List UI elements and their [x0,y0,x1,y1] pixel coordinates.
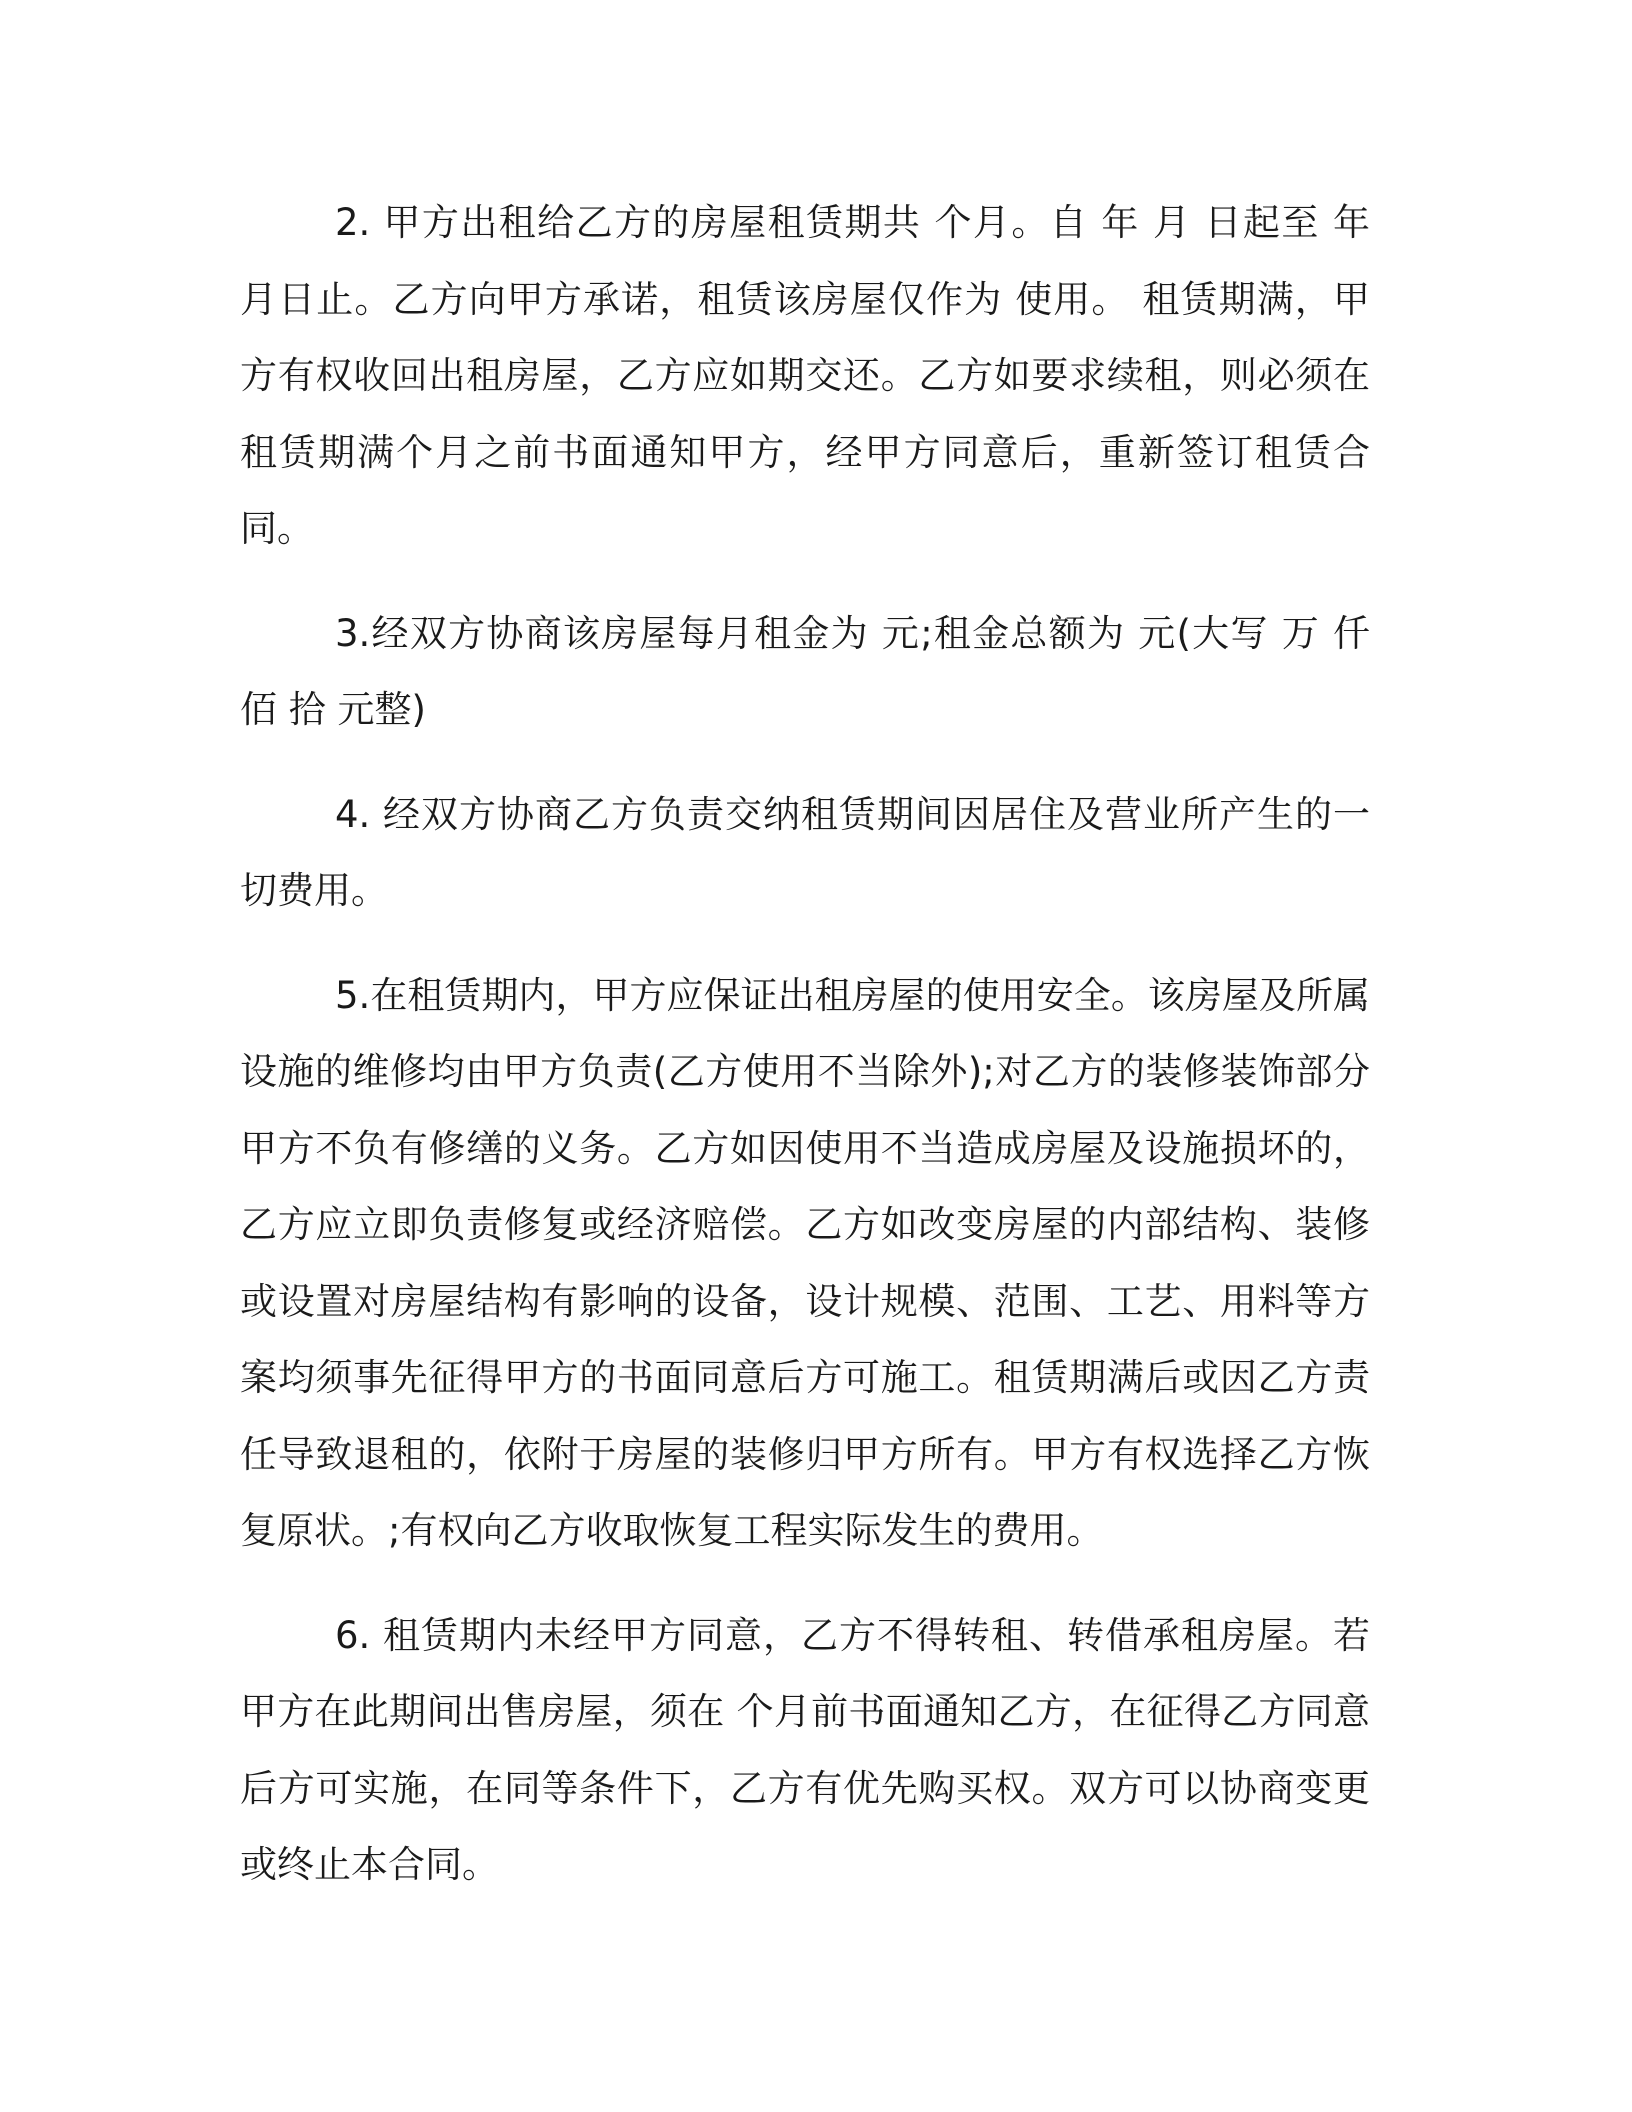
clause-5-maintenance: 5.在租赁期内，甲方应保证出租房屋的使用安全。该房屋及所属设施的维修均由甲方负责(乙方使用不当除外);对乙方的装修装饰部分甲方不负有修缮的义务。乙方如因使用不当造成房屋及设施损坏的，乙方应立即负责修复或经济赔偿。乙方如改变房屋的内部结构、装修或设置对房屋结构有影响的设备，设计规模、范围、工艺、用料等方案均须事先征得甲方的书面同意后方可施工。租赁期满后或因乙方责任导致退租的，依附于房屋的装修归甲方所有。甲方有权选择乙方恢复原状。;有权向乙方收取恢复工程实际发生的费用。 [240,973,1370,1552]
clause-3-rent: 3.经双方协商该房屋每月租金为 元;租金总额为 元(大写 万 仟 佰 拾 元整) [240,611,1370,731]
clause-4-expenses: 4. 经双方协商乙方负责交纳租赁期间因居住及营业所产生的一切费用。 [240,792,1370,912]
clause-2-lease-term: 2. 甲方出租给乙方的房屋租赁期共 个月。自 年 月 日起至 年 月日止。乙方向甲方承诺，租赁该房屋仅作为 使用。 租赁期满，甲方有权收回出租房屋，乙方应如期交还。乙方如要求续租，则必须在租赁期满个月之前书面通知甲方，经甲方同意后，重新签订租赁合同。 [240,201,1370,550]
clause-6-sublease: 6. 租赁期内未经甲方同意，乙方不得转租、转借承租房屋。若甲方在此期间出售房屋，须在 个月前书面通知乙方，在征得乙方同意后方可实施，在同等条件下，乙方有优先购买权。双方可以协商变更或终止本合同。 [240,1613,1370,1886]
contract-body [240,185,1370,1904]
